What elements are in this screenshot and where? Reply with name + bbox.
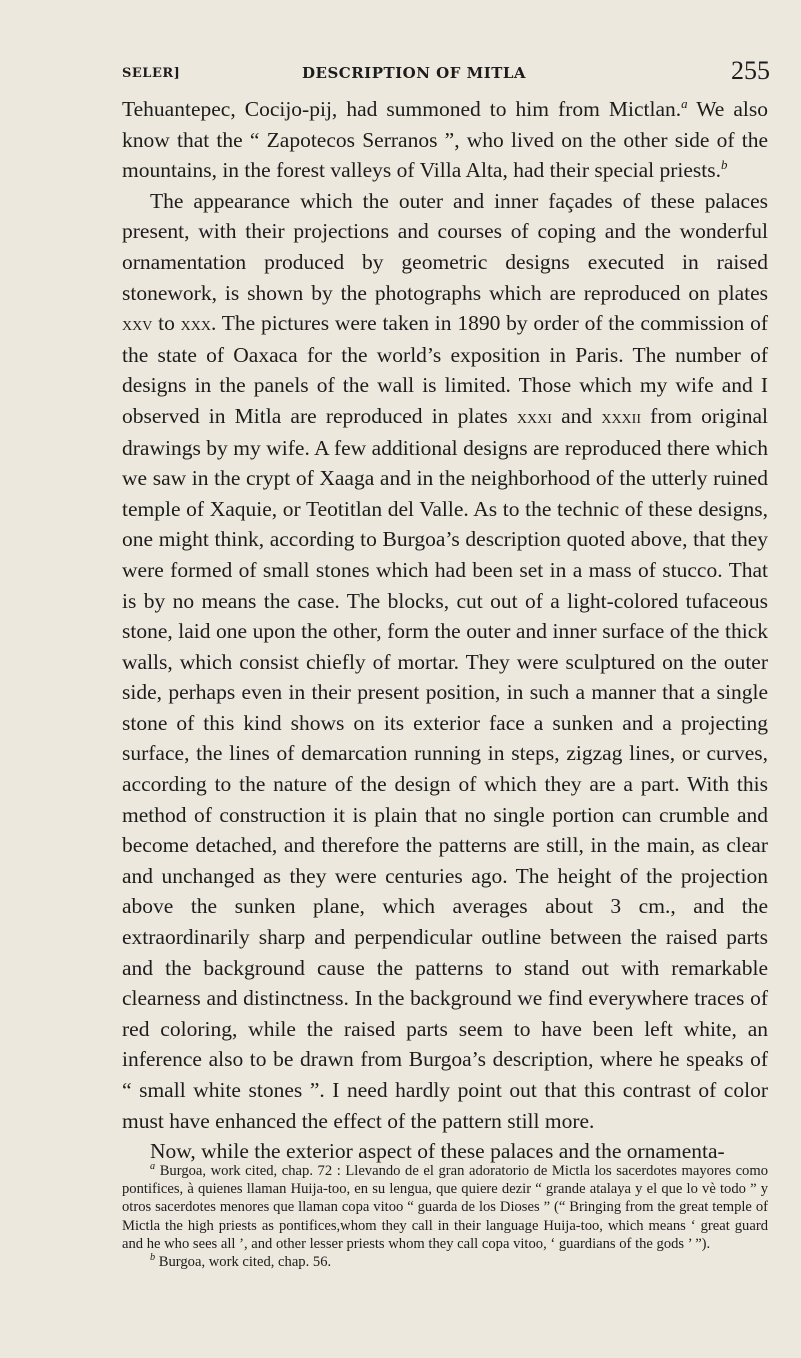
paragraph-2-text-d: and <box>551 403 602 428</box>
body-text <box>122 94 768 1167</box>
running-header <box>122 56 770 88</box>
paragraph-1-text-a: Tehuantepec, Cocijo-pij, had summoned to him from Mictlan. <box>122 97 682 121</box>
paragraph-3: Now, while the exterior aspect of these palaces and the ornamenta- <box>150 1139 725 1164</box>
footnotes <box>122 1162 768 1271</box>
plate-ref-xxxi: xxxi <box>516 405 552 428</box>
paragraph-2-text-c: . The pictures were taken in 1890 by order of the commission of the state of Oaxaca for the world’s exposition in Paris. The number of designs in the panels of the wall is limited. Those which my wife and I observed in Mitla are reproduced in plates <box>122 311 768 428</box>
paragraph-2-text-e: from original drawings by my wife. A few additional designs are reproduced there which we saw in the crypt of Xaaga and in the neighborhood of the utterly ruined temple of Xaquie, or Teotitlan del Valle. As to the technic of these designs, one might think, according to Burgoa’s description quoted above, that they were formed of small stones which had been set in a mass of stucco. That is by no means the case. The blocks, cut out of a light-colored tufaceous stone, laid one upon the other, form the outer and inner surface of the thick walls, which consist chiefly of mortar. They were sculptured on the outer side, perhaps even in their present position, in such a manner that a single stone of this kind shows on its exterior face a sunken and a projecting surface, the lines of demarcation running in steps, zigzag lines, or curves, according to the nature of the design of which they are a part. With this method of construction it is plain that no single portion can crumble and become detached, and therefore the patterns are still, in the main, as clear and unchanged as they were centuries ago. The height of the projection above the sunken plane, which averages about 3 cm., and the extraordinarily sharp and perpendicular outline between the raised parts and the background cause the patterns to stand out with remarkable clearness and distinctness. In the background we find everywhere traces of red coloring, while the raised parts seem to have been left white, an inference also to be drawn from Burgoa’s description, where he speaks of “ small white stones ”. I need hardly point out that this contrast of color must have enhanced the effect of the pattern still more. <box>122 403 768 1133</box>
footnote-a-text: Burgoa, work cited, chap. 72 : Llevando de el gran adoratorio de Mictla los sacerdotes mayores como pontifices, à quienes llaman Huija-too, en su lengua, que quiere dezir “ grande atalaya y el que lo vè todo ” y otros sacerdotes menores que llaman copa vitoo “ guarda de los Dioses ” (“ Bringing from the great temple of Mictla the high priests as pontifices,whom they call in their language Huija-too, which means ‘ great guard and he who sees all ’, and other lesser priests whom they call copa vitoo, ‘ guardians of the gods ’ ”). <box>122 1163 768 1252</box>
header-author: SELER] <box>122 66 181 81</box>
paragraph-2-text-a: The appearance which the outer and inner façades of these palaces present, with their projections and courses of coping and the wonderful ornamentation produced by geometric designs executed in raised stonework, is shown by the photographs which are reproduced on plates <box>122 188 768 305</box>
paragraph-1-text-b: We also know that the “ Zapotecos Serranos ”, who lived on the other side of the mountains, in the forest valleys of Villa Alta, had their special priests. <box>122 97 768 183</box>
footnote-b-mark: b <box>150 1252 156 1264</box>
paragraph-2-text-b: to <box>152 311 181 336</box>
plate-ref-xxxii: xxxii <box>601 405 641 428</box>
footnote-ref-a: a <box>681 96 688 111</box>
page-number: 255 <box>731 56 770 85</box>
footnote-b <box>122 1253 768 1271</box>
header-title: DESCRIPTION OF MITLA <box>302 64 527 82</box>
paragraph-2 <box>122 186 768 1136</box>
paragraph-1 <box>122 94 768 186</box>
footnote-ref-b: b <box>721 158 728 173</box>
plate-ref-xxx: xxx <box>180 313 212 336</box>
plate-ref-xxv: xxv <box>122 313 153 336</box>
footnote-a-mark: a <box>150 1161 156 1173</box>
footnote-a <box>122 1162 768 1253</box>
footnote-b-text: Burgoa, work cited, chap. 56. <box>155 1254 332 1271</box>
